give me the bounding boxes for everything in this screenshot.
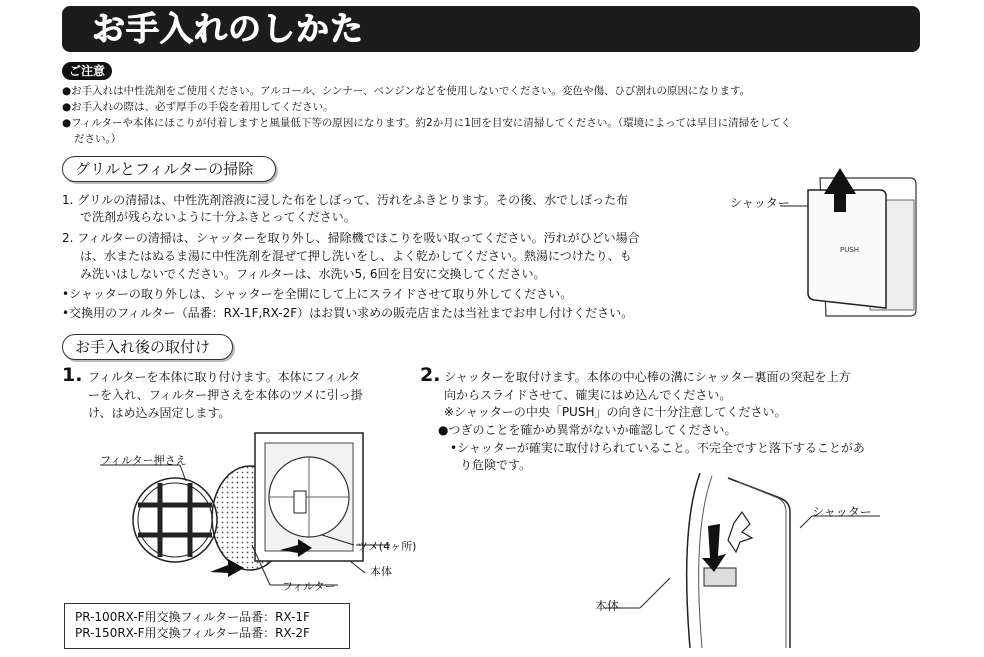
svg-text:PUSH: PUSH (840, 246, 860, 254)
grill-line: 2. フィルターの清掃は、シャッターを取り外し、掃除機でほこりを吸い取ってください。汚れがひどい場合 (62, 231, 640, 245)
grill-line: 1. グリルの清掃は、中性洗剤溶液に浸した布をしぼって、汚れをふきとります。その後、水でしぼった布 (62, 193, 629, 207)
step2-line: ※シャッターの中央「PUSH」の向きに十分注意してください。 (444, 405, 787, 419)
step2-line: シャッターを取付けます。本体の中心棒の溝にシャッター裏面の突起を上方 (444, 370, 851, 384)
shutter-label-2: シャッター (812, 505, 872, 519)
filter-holder-label: フィルター押さえ (100, 454, 187, 467)
grill-line: み洗いはしないでください。フィルターは、水洗い5, 6回を目安に交換してください。 (80, 267, 546, 281)
caution-note: ●お手入れは中性洗剤をご使用ください。アルコール、シンナー、ベンジンなどを使用しないでください。変色や傷、ひび割れの原因になります。 (62, 85, 751, 97)
section-heading-install: お手入れ後の取付け (62, 334, 233, 360)
part-number-line: PR-100RX-F用交換フィルター品番：RX-1F (75, 610, 310, 624)
caution-badge: ご注意 (62, 62, 112, 80)
grill-line: で洗剤が残らないように十分ふきとってください。 (80, 210, 356, 224)
caution-note: ださい。） (74, 133, 122, 145)
replacement-parts-box (64, 603, 350, 649)
grill-line: •シャッターの取り外しは、シャッターを全開にして上にスライドさせて取り外してください。 (62, 287, 573, 301)
step1-line: フィルターを本体に取り付けます。本体にフィルタ (88, 370, 361, 384)
tabs-label: ツメ(4ヶ所) (357, 540, 417, 553)
caution-note: ●フィルターや本体にほこりが付着しますと風量低下等の原因になります。約2か月に1回を目安に清掃してください。（環境によっては早目に清掃をしてく (62, 117, 792, 129)
body-label: 本体 (370, 565, 392, 578)
shutter-removal-illustration (730, 160, 930, 320)
step1-line: ーを入れ、フィルター押さえを本体のツメに引っ掛 (88, 388, 363, 402)
step1-line: け、はめ込み固定します。 (88, 406, 231, 420)
step1-number: 1. (62, 364, 83, 386)
step2-line: ●つぎのことを確かめ異常がないか確認してください。 (438, 423, 737, 437)
grill-line: は、水またはぬるま湯に中性洗剤を混ぜて押し洗いをし、よく乾かしてください。熱湯につけたり、も (80, 249, 632, 263)
step2-line: 向からスライドさせて、確実にはめ込んでください。 (444, 388, 732, 402)
step2-line: り危険です。 (460, 458, 532, 472)
filter-holder-shape (133, 478, 217, 562)
part-number-line: PR-150RX-F用交換フィルター品番：RX-2F (75, 626, 310, 640)
filter-label: フィルター (282, 580, 336, 593)
shutter-install-illustration (580, 468, 900, 653)
page-title: お手入れのしかた (92, 9, 364, 48)
section-heading-grill: グリルとフィルターの掃除 (62, 156, 276, 182)
caution-note: ●お手入れの際は、必ず厚手の手袋を着用してください。 (62, 101, 334, 113)
grill-line: •交換用のフィルター（品番：RX-1F,RX-2F）はお買い求めの販売店または当社までお申し付けください。 (62, 306, 634, 320)
body-label-2: 本体 (595, 599, 620, 613)
step2-number: 2. (420, 364, 441, 386)
step2-line: •シャッターが確実に取付けられていること。不完全ですと落下することがあ (450, 441, 865, 455)
shutter-label: シャッター (730, 196, 790, 210)
